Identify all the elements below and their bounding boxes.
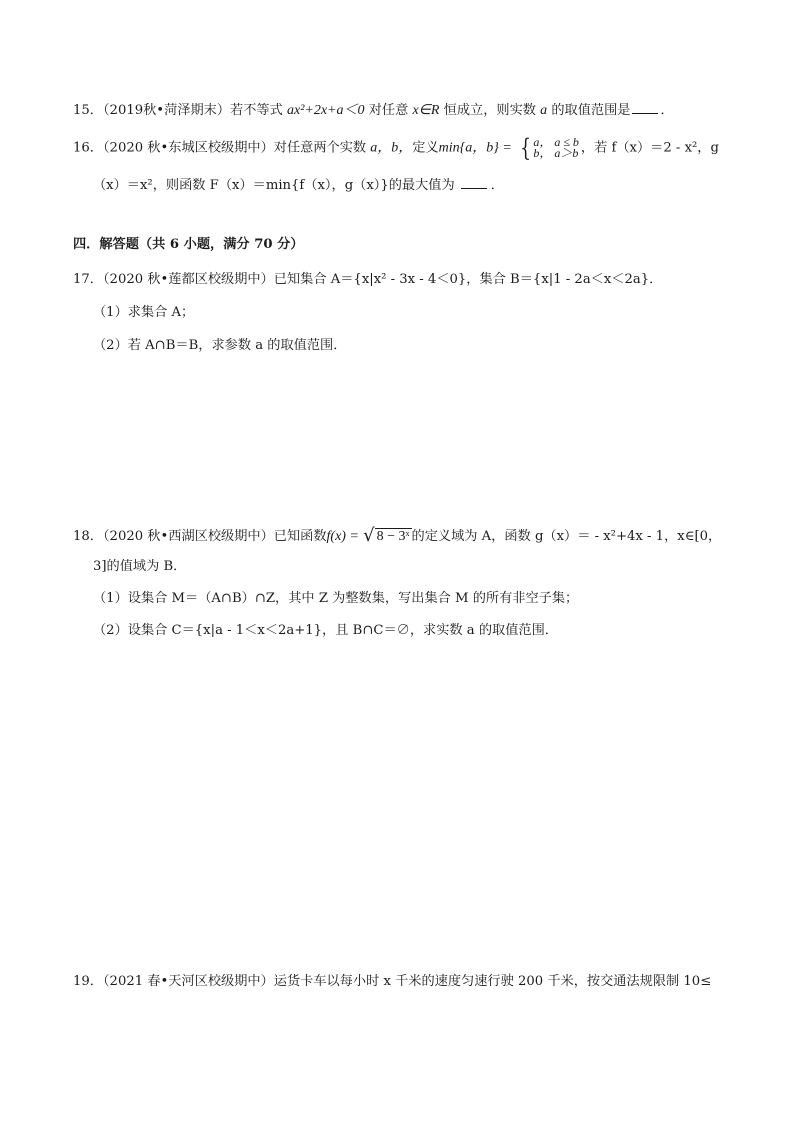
question-15 (73, 101, 674, 120)
question-text: 的取值范围是 (547, 103, 631, 118)
square-root (363, 527, 411, 546)
question-18-part-2: （2）设集合 C＝{x|a - 1＜x＜2a+1}，且 B∩C＝∅，求实数 a 的取值范围． (93, 623, 558, 638)
question-18-line2: 3]的值域为 B． (93, 559, 187, 574)
answer-blank (632, 101, 658, 114)
radical-icon: √ (363, 525, 375, 546)
brace-icon: { (520, 134, 532, 162)
question-17-part-2: （2）若 A∩B＝B，求参数 a 的取值范围． (93, 338, 347, 353)
question-source: （2020 秋•莲都区校级期中） (102, 272, 274, 287)
question-text: 已知集合 A＝{x|x² - 3x - 4＜0}，集合 B＝{x|1 - 2a＜x＜2a}． (273, 272, 663, 287)
question-source: （2019秋•菏泽期末） (102, 103, 231, 118)
question-18 (73, 527, 721, 546)
question-text: ，若 f（x）＝2 - x²，g (580, 140, 719, 156)
question-18-part-1: （1）设集合 M＝（A∩B）∩Z，其中 Z 为整数集，写出集合 M 的所有非空子集； (93, 591, 579, 606)
variable: a (540, 103, 548, 118)
case-row: a， a ≤ b (533, 135, 579, 149)
variables: a，b， (370, 140, 413, 156)
question-text: 定义 (412, 140, 439, 156)
question-text: 恒成立，则实数 (439, 103, 541, 118)
question-text: 若不等式 (230, 103, 287, 118)
function-name: f(x) = (326, 528, 359, 544)
punctuation: ． (660, 103, 674, 118)
question-number: 16． (73, 140, 103, 156)
question-text: 已知函数 (273, 528, 327, 544)
question-number: 19． (73, 974, 103, 989)
question-17-part-1: （1）求集合 A； (93, 305, 195, 320)
condition-expression: x∈R (412, 103, 440, 118)
answer-blank (461, 176, 487, 189)
question-number: 17． (73, 272, 103, 287)
question-16-line2 (93, 176, 504, 195)
question-19 (73, 973, 711, 991)
question-text: （x）＝x²，则函数 F（x）＝min{f（x），g（x）}的最大值为 (93, 178, 455, 193)
question-text: 对任意 (364, 103, 413, 118)
inequality-expression: ax²+2x+a＜0 (286, 103, 365, 118)
question-text: 的定义域为 A，函数 g（x）＝ - x²+4x - 1，x∈[0， (411, 528, 722, 544)
question-text: 对任意两个实数 (273, 140, 371, 156)
question-16 (73, 136, 719, 160)
piecewise-cases (518, 136, 579, 160)
section-heading: 四．解答题（共 6 小题，满分 70 分） (73, 237, 304, 252)
question-source: （2020 秋•西湖区校级期中） (102, 528, 274, 544)
question-text: 运货卡车以每小时 x 千米的速度匀速行驶 200 千米，按交通法规限制 10≤ (273, 974, 712, 989)
case-row: b， a＞b (533, 146, 579, 160)
radicand: 8 − 3ˣ (376, 528, 410, 544)
punctuation: ． (490, 178, 504, 193)
question-number: 18． (73, 528, 103, 544)
question-source: （2020 秋•东城区校级期中） (102, 140, 274, 156)
min-definition: min{a，b} = (438, 140, 512, 156)
question-17 (73, 271, 662, 289)
question-number: 15． (73, 103, 103, 118)
question-source: （2021 春•天河区校级期中） (102, 974, 274, 989)
